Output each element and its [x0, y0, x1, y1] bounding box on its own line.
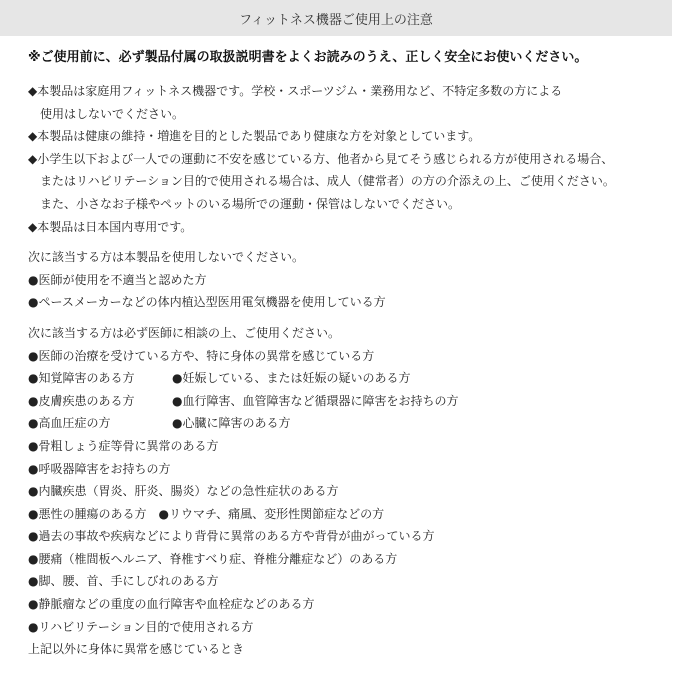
- list-item: ●静脈瘤などの重度の血行障害や血栓症などのある方: [28, 597, 315, 612]
- list-item-part: ●知覚障害のある方: [28, 371, 135, 386]
- intro-note: ※ご使用前に、必ず製品付属の取扱説明書をよくお読みのうえ、正しく安全にお使いください。: [28, 50, 588, 65]
- list-item: ●リハビリテーション目的で使用される方: [28, 619, 254, 634]
- list-item-part: ●血行障害、血管障害など循環器に障害をお持ちの方: [172, 393, 459, 408]
- list-item-part: ●妊娠している、または妊娠の疑いのある方: [172, 371, 411, 386]
- notice-content: [28, 48, 668, 661]
- section-consult-title: 次に該当する方は必ず医師に相談の上、ご使用ください。: [28, 325, 341, 340]
- list-item: ●骨粗しょう症等骨に異常のある方: [28, 438, 219, 453]
- list-item: ●過去の事故や疾病などにより背骨に異常のある方や背骨が曲がっている方: [28, 529, 435, 544]
- warning-line: ◆小学生以下および一人での運動に不安を感じている方、他者から見てそう感じられる方が使用される場合、: [28, 151, 614, 166]
- list-item: ●脚、腰、首、手にしびれのある方: [28, 574, 219, 589]
- warning-list: [28, 80, 668, 238]
- warning-line: また、小さなお子様やペットのいる場所での運動・保管はしないでください。: [40, 196, 461, 211]
- warning-line: ◆本製品は健康の維持・増進を目的とした製品であり健康な方を対象としています。: [28, 129, 481, 144]
- list-item-part: ●心臓に障害のある方: [172, 416, 291, 431]
- warning-line: 使用はしないでください。: [40, 106, 185, 121]
- list-item: [28, 390, 668, 413]
- page-header: [0, 0, 672, 36]
- section-prohibited-title: 次に該当する方は本製品を使用しないでください。: [28, 250, 305, 265]
- list-item: [28, 412, 668, 435]
- list-item: ●呼吸器障害をお持ちの方: [28, 461, 171, 476]
- list-item: ●医師が使用を不適当と認めた方: [28, 272, 207, 287]
- warning-line: またはリハビリテーション目的で使用される場合は、成人（健常者）の方の介添えの上、ご使用ください。: [40, 174, 615, 189]
- section-footer: 上記以外に身体に異常を感じているとき: [28, 642, 245, 657]
- page-title: フィットネス機器ご使用上の注意: [239, 12, 433, 28]
- list-item: ●内臓疾患（胃炎、肝炎、腸炎）などの急性症状のある方: [28, 484, 339, 499]
- list-item: ●腰痛（椎間板ヘルニア、脊椎すべり症、脊椎分離症など）のある方: [28, 551, 398, 566]
- list-item: ●医師の治療を受けている方や、特に身体の異常を感じている方: [28, 348, 375, 363]
- list-item: ●ペースメーカーなどの体内植込型医用電気機器を使用している方: [28, 295, 386, 310]
- list-item: [28, 367, 668, 390]
- list-item-part: ●高血圧症の方: [28, 416, 111, 431]
- list-item-part: ●皮膚疾患のある方: [28, 393, 135, 408]
- warning-line: ◆本製品は日本国内専用です。: [28, 219, 193, 234]
- warning-line: ◆本製品は家庭用フィットネス機器です。学校・スポーツジム・業務用など、不特定多数の方による: [28, 84, 563, 98]
- list-item: ●悪性の腫瘍のある方 ●リウマチ、痛風、変形性関節症などの方: [28, 506, 385, 521]
